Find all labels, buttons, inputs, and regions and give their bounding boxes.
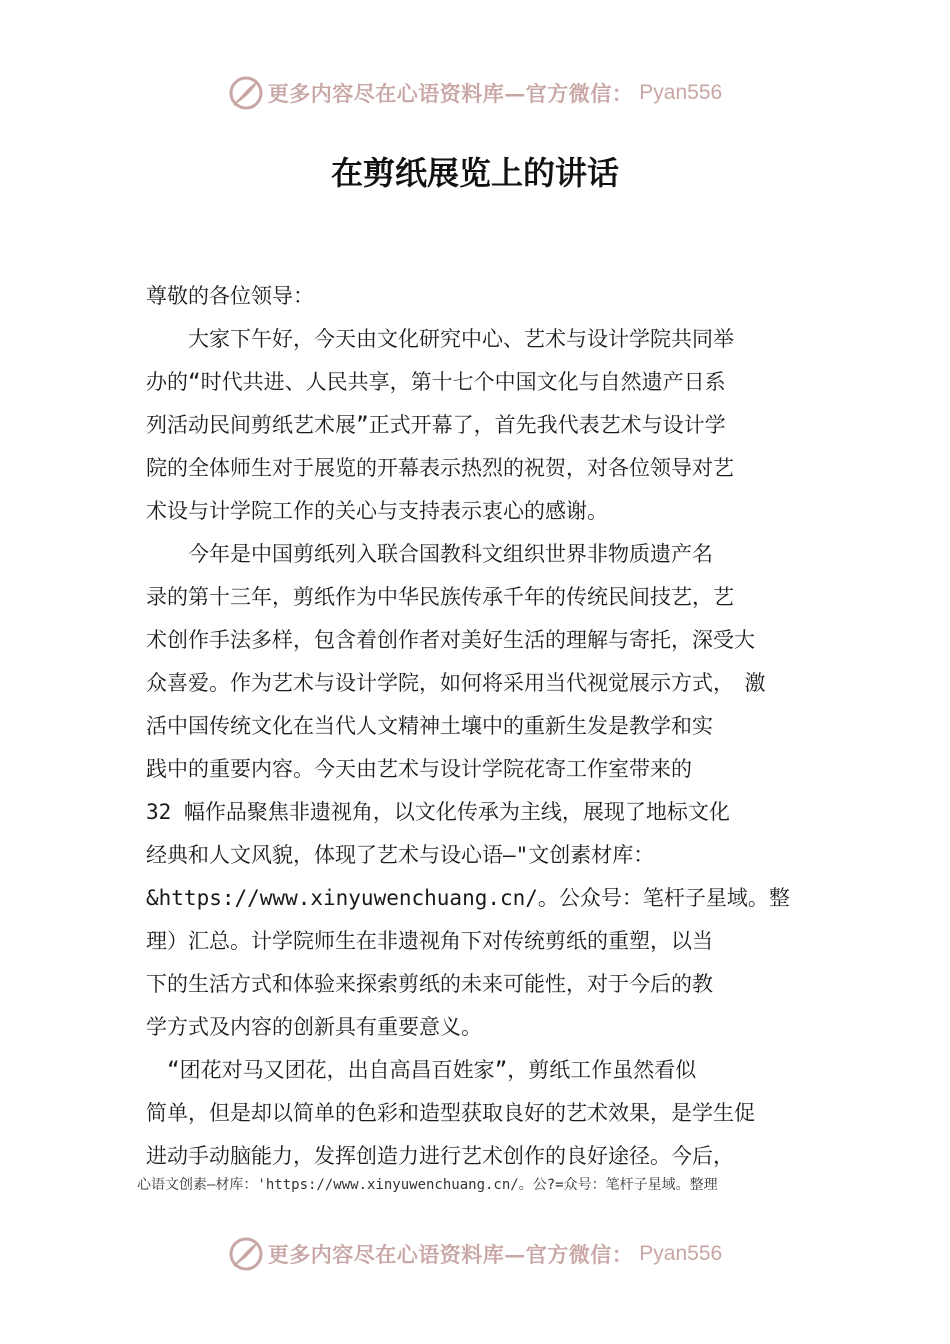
body-line: 列活动民间剪纸艺术展”正式开幕了，首先我代表艺术与设计学 — [146, 413, 726, 437]
body-line: 今年是中国剪纸列入联合国教科文组织世界非物质遗产名 — [146, 542, 713, 566]
footer-note: 心语文创素—材库：'https://www.xinyuwenchuang.cn/。公?=众号：笔杆子星域。整理 — [137, 1177, 718, 1193]
body-line: 经典和人文风貌，体现了艺术与设心语—"文创素材库： — [146, 843, 655, 867]
document-body — [146, 275, 814, 1178]
body-line: 进动手动脑能力，发挥创造力进行艺术创作的良好途径。今后， — [146, 1144, 734, 1168]
body-line: “团花对马又团花，出自高昌百姓家”，剪纸工作虽然看似 — [146, 1058, 697, 1082]
body-line: 尊敬的各位领导： — [146, 284, 314, 308]
body-line: 录的第十三年，剪纸作为中华民族传承千年的传统民间技艺，艺 — [146, 585, 734, 609]
body-line: 践中的重要内容。今天由艺术与设计学院花寄工作室带来的 — [146, 757, 692, 781]
body-line: 术创作手法多样，包含着创作者对美好生活的理解与寄托，深受大 — [146, 628, 755, 652]
body-line: 术设与计学院工作的关心与支持表示衷心的感谢。 — [146, 499, 608, 523]
body-line: &https://www.xinyuwenchuang.cn/。公众号：笔杆子星域。整 — [146, 886, 790, 910]
watermark-text: 更多内容尽在心语资料库—官方微信： — [267, 81, 634, 106]
body-line: 大家下午好，今天由文化研究中心、艺术与设计学院共同举 — [146, 327, 734, 351]
body-line: 办的“时代共进、人民共享，第十七个中国文化与自然遗产日系 — [146, 370, 726, 394]
document-title: 在剪纸展览上的讲话 — [330, 154, 619, 192]
body-line: 理）汇总。计学院师生在非遗视角下对传统剪纸的重塑，以当 — [146, 929, 713, 953]
body-line: 活中国传统文化在当代人文精神土壤中的重新生发是教学和实 — [146, 714, 713, 738]
watermark-banner-bottom — [0, 1232, 950, 1276]
feather-logo-icon — [228, 75, 264, 111]
body-line: 简单，但是却以简单的色彩和造型获取良好的艺术效果，是学生促 — [146, 1101, 755, 1125]
watermark-wechat-id: Pyan556 — [639, 1242, 723, 1265]
watermark-wechat-id: Pyan556 — [639, 81, 723, 104]
body-line: 众喜爱。作为艺术与设计学院，如何将采用当代视觉展示方式， 激 — [146, 671, 766, 695]
body-line: 32 幅作品聚焦非遗视角，以文化传承为主线，展现了地标文化 — [146, 800, 730, 824]
watermark-banner-top — [0, 71, 950, 115]
body-line: 下的生活方式和体验来探索剪纸的未来可能性，对于今后的教 — [146, 972, 713, 996]
watermark-text: 更多内容尽在心语资料库—官方微信： — [267, 1242, 634, 1267]
feather-logo-icon — [228, 1236, 264, 1272]
body-line: 院的全体师生对于展览的开幕表示热烈的祝贺，对各位领导对艺 — [146, 456, 734, 480]
body-line: 学方式及内容的创新具有重要意义。 — [146, 1015, 482, 1039]
